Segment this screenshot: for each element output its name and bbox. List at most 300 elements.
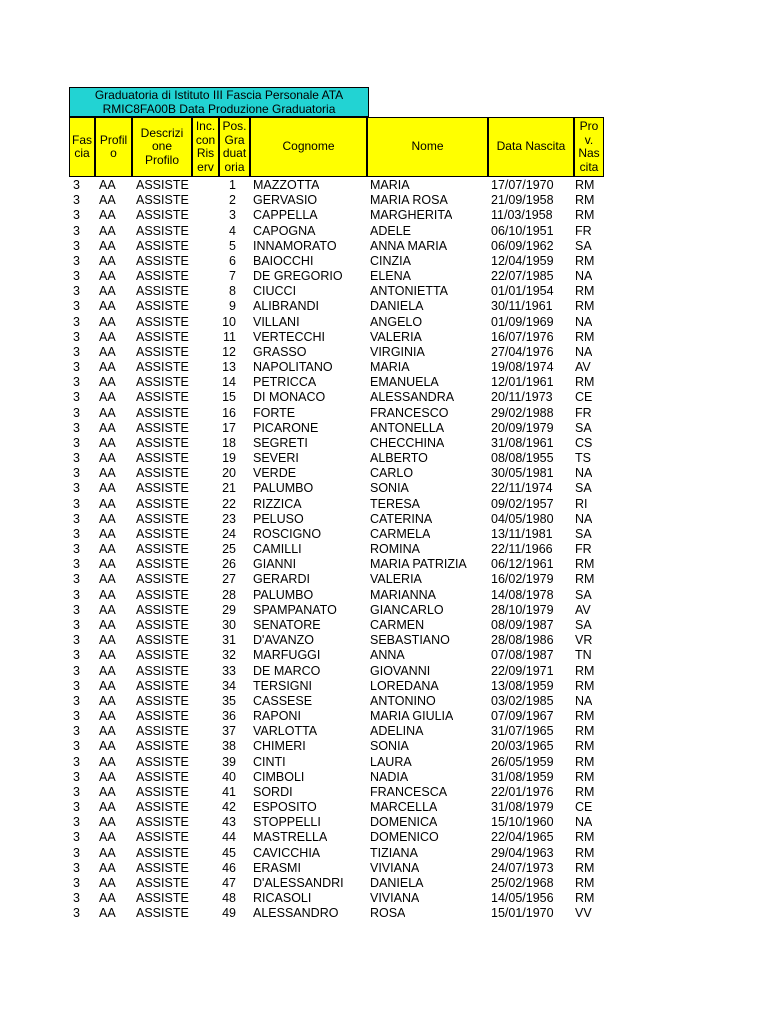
cell-cognome: RIZZICA — [253, 496, 302, 511]
cell-profilo: AA — [99, 420, 116, 435]
cell-nome: ADELE — [370, 223, 411, 238]
cell-fascia: 3 — [73, 693, 80, 708]
cell-profilo: AA — [99, 875, 116, 890]
cell-fascia: 3 — [73, 617, 80, 632]
cell-posizione: 31 — [222, 633, 236, 648]
cell-data-nascita: 14/05/1956 — [491, 891, 554, 906]
cell-descrizione: ASSISTE — [136, 587, 189, 602]
cell-descrizione: ASSISTE — [136, 360, 189, 375]
cell-profilo: AA — [99, 633, 116, 648]
cell-fascia: 3 — [73, 360, 80, 375]
cell-data-nascita: 29/02/1988 — [491, 405, 554, 420]
cell-prov-nascita: RM — [575, 860, 595, 875]
cell-profilo: AA — [99, 496, 116, 511]
cell-descrizione: ASSISTE — [136, 739, 189, 754]
cell-nome: CARLO — [370, 466, 414, 481]
cell-prov-nascita: RM — [575, 739, 595, 754]
cell-descrizione: ASSISTE — [136, 906, 189, 921]
cell-fascia: 3 — [73, 875, 80, 890]
cell-cognome: ALIBRANDI — [253, 299, 319, 314]
cell-nome: VALERIA — [370, 329, 422, 344]
cell-cognome: CAMILLI — [253, 542, 302, 557]
cell-nome: ANTONINO — [370, 693, 436, 708]
cell-fascia: 3 — [73, 602, 80, 617]
cell-cognome: SEGRETI — [253, 435, 308, 450]
cell-fascia: 3 — [73, 329, 80, 344]
ranking-title-line1: Graduatoria di Istituto III Fascia Personale ATA — [94, 88, 344, 102]
cell-profilo: AA — [99, 314, 116, 329]
cell-cognome: FORTE — [253, 405, 296, 420]
cell-cognome: ALESSANDRO — [253, 906, 339, 921]
cell-data-nascita: 06/12/1961 — [491, 557, 554, 572]
header-descrizione-profilo: Descrizi one Profilo — [132, 117, 192, 177]
cell-posizione: 25 — [222, 542, 236, 557]
cell-nome: SEBASTIANO — [370, 633, 450, 648]
cell-profilo: AA — [99, 709, 116, 724]
cell-descrizione: ASSISTE — [136, 405, 189, 420]
cell-profilo: AA — [99, 617, 116, 632]
cell-data-nascita: 25/02/1968 — [491, 875, 554, 890]
cell-nome: DOMENICO — [370, 830, 439, 845]
cell-prov-nascita: TS — [575, 451, 591, 466]
cell-descrizione: ASSISTE — [136, 663, 189, 678]
cell-descrizione: ASSISTE — [136, 420, 189, 435]
cell-fascia: 3 — [73, 845, 80, 860]
cell-descrizione: ASSISTE — [136, 754, 189, 769]
cell-descrizione: ASSISTE — [136, 390, 189, 405]
cell-posizione: 30 — [222, 617, 236, 632]
cell-fascia: 3 — [73, 208, 80, 223]
cell-prov-nascita: RM — [575, 572, 595, 587]
cell-posizione: 10 — [222, 314, 236, 329]
cell-fascia: 3 — [73, 542, 80, 557]
cell-posizione: 12 — [222, 344, 236, 359]
cell-profilo: AA — [99, 830, 116, 845]
cell-posizione: 39 — [222, 754, 236, 769]
cell-nome: MARIA ROSA — [370, 193, 448, 208]
cell-cognome: CIUCCI — [253, 284, 297, 299]
cell-descrizione: ASSISTE — [136, 481, 189, 496]
cell-prov-nascita: SA — [575, 481, 592, 496]
header-cognome: Cognome — [250, 117, 367, 177]
cell-prov-nascita: SA — [575, 587, 592, 602]
cell-cognome: VILLANI — [253, 314, 300, 329]
cell-profilo: AA — [99, 754, 116, 769]
cell-data-nascita: 24/07/1973 — [491, 860, 554, 875]
cell-nome: VIVIANA — [370, 860, 420, 875]
cell-nome: MARIA PATRIZIA — [370, 557, 467, 572]
cell-descrizione: ASSISTE — [136, 253, 189, 268]
cell-fascia: 3 — [73, 754, 80, 769]
cell-prov-nascita: NA — [575, 815, 593, 830]
cell-data-nascita: 27/04/1976 — [491, 344, 554, 359]
cell-profilo: AA — [99, 526, 116, 541]
cell-profilo: AA — [99, 891, 116, 906]
cell-posizione: 44 — [222, 830, 236, 845]
cell-descrizione: ASSISTE — [136, 526, 189, 541]
cell-nome: ROSA — [370, 906, 406, 921]
cell-prov-nascita: NA — [575, 466, 593, 481]
cell-profilo: AA — [99, 405, 116, 420]
cell-descrizione: ASSISTE — [136, 208, 189, 223]
cell-prov-nascita: FR — [575, 223, 592, 238]
cell-data-nascita: 11/03/1958 — [491, 208, 553, 223]
cell-data-nascita: 30/05/1981 — [491, 466, 554, 481]
cell-cognome: PALUMBO — [253, 587, 314, 602]
cell-fascia: 3 — [73, 253, 80, 268]
cell-fascia: 3 — [73, 435, 80, 450]
cell-prov-nascita: SA — [575, 238, 592, 253]
cell-cognome: SORDI — [253, 784, 293, 799]
cell-fascia: 3 — [73, 375, 80, 390]
cell-prov-nascita: RM — [575, 724, 595, 739]
cell-posizione: 5 — [229, 238, 236, 253]
cell-cognome: ERASMI — [253, 860, 301, 875]
cell-nome: MARIANNA — [370, 587, 436, 602]
cell-profilo: AA — [99, 587, 116, 602]
cell-nome: SONIA — [370, 739, 409, 754]
cell-descrizione: ASSISTE — [136, 845, 189, 860]
cell-posizione: 29 — [222, 602, 236, 617]
cell-fascia: 3 — [73, 390, 80, 405]
cell-data-nascita: 08/09/1987 — [491, 617, 554, 632]
cell-profilo: AA — [99, 542, 116, 557]
cell-nome: ALBERTO — [370, 451, 428, 466]
cell-nome: MARIA GIULIA — [370, 709, 454, 724]
cell-fascia: 3 — [73, 496, 80, 511]
cell-fascia: 3 — [73, 526, 80, 541]
cell-fascia: 3 — [73, 800, 80, 815]
cell-data-nascita: 06/10/1951 — [491, 223, 554, 238]
cell-fascia: 3 — [73, 769, 80, 784]
cell-posizione: 20 — [222, 466, 236, 481]
cell-descrizione: ASSISTE — [136, 633, 189, 648]
cell-prov-nascita: CE — [575, 800, 593, 815]
cell-nome: ANGELO — [370, 314, 423, 329]
cell-descrizione: ASSISTE — [136, 557, 189, 572]
cell-fascia: 3 — [73, 178, 80, 192]
cell-profilo: AA — [99, 451, 116, 466]
header-profilo: Profil o — [95, 117, 132, 177]
cell-fascia: 3 — [73, 663, 80, 678]
cell-nome: DANIELA — [370, 299, 424, 314]
cell-fascia: 3 — [73, 906, 80, 921]
cell-profilo: AA — [99, 769, 116, 784]
cell-data-nascita: 06/09/1962 — [491, 238, 554, 253]
cell-nome: TERESA — [370, 496, 421, 511]
cell-data-nascita: 15/10/1960 — [491, 815, 554, 830]
cell-data-nascita: 22/04/1965 — [491, 830, 554, 845]
cell-nome: ANNA — [370, 648, 405, 663]
cell-posizione: 36 — [222, 709, 236, 724]
cell-profilo: AA — [99, 329, 116, 344]
cell-nome: CHECCHINA — [370, 435, 445, 450]
cell-profilo: AA — [99, 344, 116, 359]
cell-descrizione: ASSISTE — [136, 891, 189, 906]
cell-posizione: 42 — [222, 800, 236, 815]
header-prov-nascita: Pro v. Nas cita — [574, 117, 604, 177]
cell-prov-nascita: FR — [575, 405, 592, 420]
cell-descrizione: ASSISTE — [136, 815, 189, 830]
cell-posizione: 14 — [222, 375, 236, 390]
cell-data-nascita: 04/05/1980 — [491, 511, 554, 526]
cell-nome: CATERINA — [370, 511, 433, 526]
cell-prov-nascita: RM — [575, 784, 595, 799]
cell-cognome: VERDE — [253, 466, 297, 481]
cell-prov-nascita: VV — [575, 906, 592, 921]
cell-prov-nascita: RM — [575, 875, 595, 890]
cell-data-nascita: 26/05/1959 — [491, 754, 554, 769]
cell-data-nascita: 12/01/1961 — [491, 375, 554, 390]
cell-posizione: 2 — [229, 193, 236, 208]
cell-nome: ADELINA — [370, 724, 424, 739]
cell-fascia: 3 — [73, 891, 80, 906]
cell-posizione: 19 — [222, 451, 236, 466]
cell-descrizione: ASSISTE — [136, 375, 189, 390]
cell-descrizione: ASSISTE — [136, 466, 189, 481]
cell-nome: ANTONELLA — [370, 420, 445, 435]
cell-descrizione: ASSISTE — [136, 542, 189, 557]
cell-posizione: 13 — [222, 360, 236, 375]
cell-cognome: GERARDI — [253, 572, 310, 587]
cell-posizione: 38 — [222, 739, 236, 754]
cell-descrizione: ASSISTE — [136, 178, 189, 192]
cell-posizione: 3 — [229, 208, 236, 223]
cell-profilo: AA — [99, 481, 116, 496]
cell-fascia: 3 — [73, 830, 80, 845]
cell-prov-nascita: NA — [575, 344, 593, 359]
cell-profilo: AA — [99, 906, 116, 921]
cell-posizione: 8 — [229, 284, 236, 299]
cell-data-nascita: 28/10/1979 — [491, 602, 554, 617]
ranking-title-line2: RMIC8FA00B Data Produzione Graduatoria — [102, 102, 336, 116]
cell-posizione: 1 — [229, 178, 236, 192]
cell-cognome: PELUSO — [253, 511, 304, 526]
cell-data-nascita: 17/07/1970 — [491, 178, 554, 192]
cell-cognome: GIANNI — [253, 557, 297, 572]
cell-cognome: CAPPELLA — [253, 208, 318, 223]
cell-cognome: PETRICCA — [253, 375, 317, 390]
cell-nome: ALESSANDRA — [370, 390, 455, 405]
cell-cognome: RICASOLI — [253, 891, 312, 906]
cell-nome: TIZIANA — [370, 845, 418, 860]
header-pos-graduatoria: Pos. Gra duat oria — [219, 117, 250, 177]
cell-cognome: ESPOSITO — [253, 800, 317, 815]
cell-posizione: 16 — [222, 405, 236, 420]
cell-data-nascita: 22/11/1974 — [491, 481, 553, 496]
cell-cognome: SENATORE — [253, 617, 321, 632]
cell-profilo: AA — [99, 208, 116, 223]
cell-profilo: AA — [99, 223, 116, 238]
cell-posizione: 41 — [222, 784, 236, 799]
cell-descrizione: ASSISTE — [136, 724, 189, 739]
cell-profilo: AA — [99, 602, 116, 617]
cell-nome: MARGHERITA — [370, 208, 453, 223]
cell-fascia: 3 — [73, 739, 80, 754]
cell-posizione: 37 — [222, 724, 236, 739]
cell-nome: GIANCARLO — [370, 602, 444, 617]
cell-data-nascita: 01/01/1954 — [491, 284, 554, 299]
cell-prov-nascita: RI — [575, 496, 588, 511]
cell-descrizione: ASSISTE — [136, 511, 189, 526]
cell-cognome: NAPOLITANO — [253, 360, 333, 375]
cell-cognome: CINTI — [253, 754, 286, 769]
cell-profilo: AA — [99, 572, 116, 587]
cell-posizione: 15 — [222, 390, 236, 405]
cell-posizione: 43 — [222, 815, 236, 830]
header-data-nascita: Data Nascita — [488, 117, 574, 177]
cell-prov-nascita: RM — [575, 891, 595, 906]
cell-data-nascita: 21/09/1958 — [491, 193, 554, 208]
cell-posizione: 45 — [222, 845, 236, 860]
cell-data-nascita: 22/11/1966 — [491, 542, 553, 557]
cell-descrizione: ASSISTE — [136, 344, 189, 359]
cell-prov-nascita: RM — [575, 663, 595, 678]
cell-data-nascita: 20/09/1979 — [491, 420, 554, 435]
cell-posizione: 32 — [222, 648, 236, 663]
cell-cognome: ROSCIGNO — [253, 526, 322, 541]
cell-nome: VIVIANA — [370, 891, 420, 906]
cell-nome: CARMEN — [370, 617, 425, 632]
cell-descrizione: ASSISTE — [136, 572, 189, 587]
cell-nome: SONIA — [370, 481, 409, 496]
cell-fascia: 3 — [73, 709, 80, 724]
cell-nome: NADIA — [370, 769, 409, 784]
cell-nome: MARIA — [370, 178, 410, 192]
cell-posizione: 40 — [222, 769, 236, 784]
cell-profilo: AA — [99, 375, 116, 390]
cell-nome: DOMENICA — [370, 815, 438, 830]
cell-prov-nascita: AV — [575, 360, 591, 375]
cell-posizione: 9 — [229, 299, 236, 314]
cell-fascia: 3 — [73, 633, 80, 648]
cell-posizione: 6 — [229, 253, 236, 268]
cell-prov-nascita: RM — [575, 709, 595, 724]
cell-data-nascita: 12/04/1959 — [491, 253, 554, 268]
cell-nome: MARIA — [370, 360, 410, 375]
cell-profilo: AA — [99, 390, 116, 405]
cell-fascia: 3 — [73, 223, 80, 238]
cell-fascia: 3 — [73, 511, 80, 526]
cell-descrizione: ASSISTE — [136, 693, 189, 708]
cell-prov-nascita: RM — [575, 754, 595, 769]
cell-descrizione: ASSISTE — [136, 223, 189, 238]
cell-posizione: 18 — [222, 435, 236, 450]
cell-cognome: STOPPELLI — [253, 815, 321, 830]
cell-profilo: AA — [99, 800, 116, 815]
cell-descrizione: ASSISTE — [136, 830, 189, 845]
cell-prov-nascita: AV — [575, 602, 591, 617]
cell-nome: EMANUELA — [370, 375, 439, 390]
cell-cognome: VARLOTTA — [253, 724, 318, 739]
cell-profilo: AA — [99, 693, 116, 708]
cell-profilo: AA — [99, 178, 116, 192]
cell-prov-nascita: RM — [575, 253, 595, 268]
cell-profilo: AA — [99, 860, 116, 875]
cell-descrizione: ASSISTE — [136, 284, 189, 299]
cell-prov-nascita: SA — [575, 526, 592, 541]
cell-descrizione: ASSISTE — [136, 709, 189, 724]
cell-prov-nascita: FR — [575, 542, 592, 557]
cell-data-nascita: 03/02/1985 — [491, 693, 554, 708]
cell-profilo: AA — [99, 784, 116, 799]
cell-profilo: AA — [99, 724, 116, 739]
cell-data-nascita: 01/09/1969 — [491, 314, 554, 329]
cell-data-nascita: 13/08/1959 — [491, 678, 554, 693]
cell-descrizione: ASSISTE — [136, 299, 189, 314]
cell-nome: CARMELA — [370, 526, 431, 541]
cell-prov-nascita: RM — [575, 178, 595, 192]
ranking-title — [69, 87, 369, 117]
cell-cognome: RAPONI — [253, 709, 301, 724]
cell-cognome: GRASSO — [253, 344, 307, 359]
cell-descrizione: ASSISTE — [136, 875, 189, 890]
cell-profilo: AA — [99, 193, 116, 208]
cell-data-nascita: 31/08/1959 — [491, 769, 554, 784]
cell-data-nascita: 29/04/1963 — [491, 845, 554, 860]
cell-nome: ANNA MARIA — [370, 238, 448, 253]
cell-prov-nascita: TN — [575, 648, 592, 663]
cell-fascia: 3 — [73, 815, 80, 830]
cell-prov-nascita: SA — [575, 617, 592, 632]
cell-cognome: INNAMORATO — [253, 238, 337, 253]
cell-fascia: 3 — [73, 724, 80, 739]
cell-profilo: AA — [99, 466, 116, 481]
cell-fascia: 3 — [73, 269, 80, 284]
cell-data-nascita: 08/08/1955 — [491, 451, 554, 466]
cell-posizione: 34 — [222, 678, 236, 693]
cell-prov-nascita: NA — [575, 269, 593, 284]
cell-cognome: CHIMERI — [253, 739, 306, 754]
cell-fascia: 3 — [73, 405, 80, 420]
cell-descrizione: ASSISTE — [136, 314, 189, 329]
cell-posizione: 28 — [222, 587, 236, 602]
cell-data-nascita: 07/08/1987 — [491, 648, 554, 663]
cell-posizione: 33 — [222, 663, 236, 678]
header-fascia: Fas cia — [69, 117, 95, 177]
cell-profilo: AA — [99, 435, 116, 450]
cell-prov-nascita: RM — [575, 830, 595, 845]
cell-nome: DANIELA — [370, 875, 424, 890]
cell-data-nascita: 28/08/1986 — [491, 633, 554, 648]
cell-prov-nascita: RM — [575, 208, 595, 223]
cell-data-nascita: 20/03/1965 — [491, 739, 554, 754]
cell-posizione: 22 — [222, 496, 236, 511]
cell-descrizione: ASSISTE — [136, 678, 189, 693]
cell-nome: ELENA — [370, 269, 411, 284]
cell-profilo: AA — [99, 678, 116, 693]
cell-cognome: TERSIGNI — [253, 678, 313, 693]
cell-cognome: D'ALESSANDRI — [253, 875, 344, 890]
cell-fascia: 3 — [73, 481, 80, 496]
cell-prov-nascita: CE — [575, 390, 593, 405]
cell-posizione: 49 — [222, 906, 236, 921]
cell-profilo: AA — [99, 253, 116, 268]
cell-nome: MARCELLA — [370, 800, 438, 815]
cell-nome: ROMINA — [370, 542, 420, 557]
cell-nome: CINZIA — [370, 253, 411, 268]
cell-descrizione: ASSISTE — [136, 496, 189, 511]
cell-prov-nascita: NA — [575, 511, 593, 526]
cell-descrizione: ASSISTE — [136, 617, 189, 632]
cell-data-nascita: 20/11/1973 — [491, 390, 553, 405]
cell-cognome: D'AVANZO — [253, 633, 314, 648]
cell-cognome: MAZZOTTA — [253, 178, 320, 192]
cell-descrizione: ASSISTE — [136, 435, 189, 450]
cell-descrizione: ASSISTE — [136, 193, 189, 208]
cell-cognome: CIMBOLI — [253, 769, 305, 784]
header-nome: Nome — [367, 117, 488, 177]
